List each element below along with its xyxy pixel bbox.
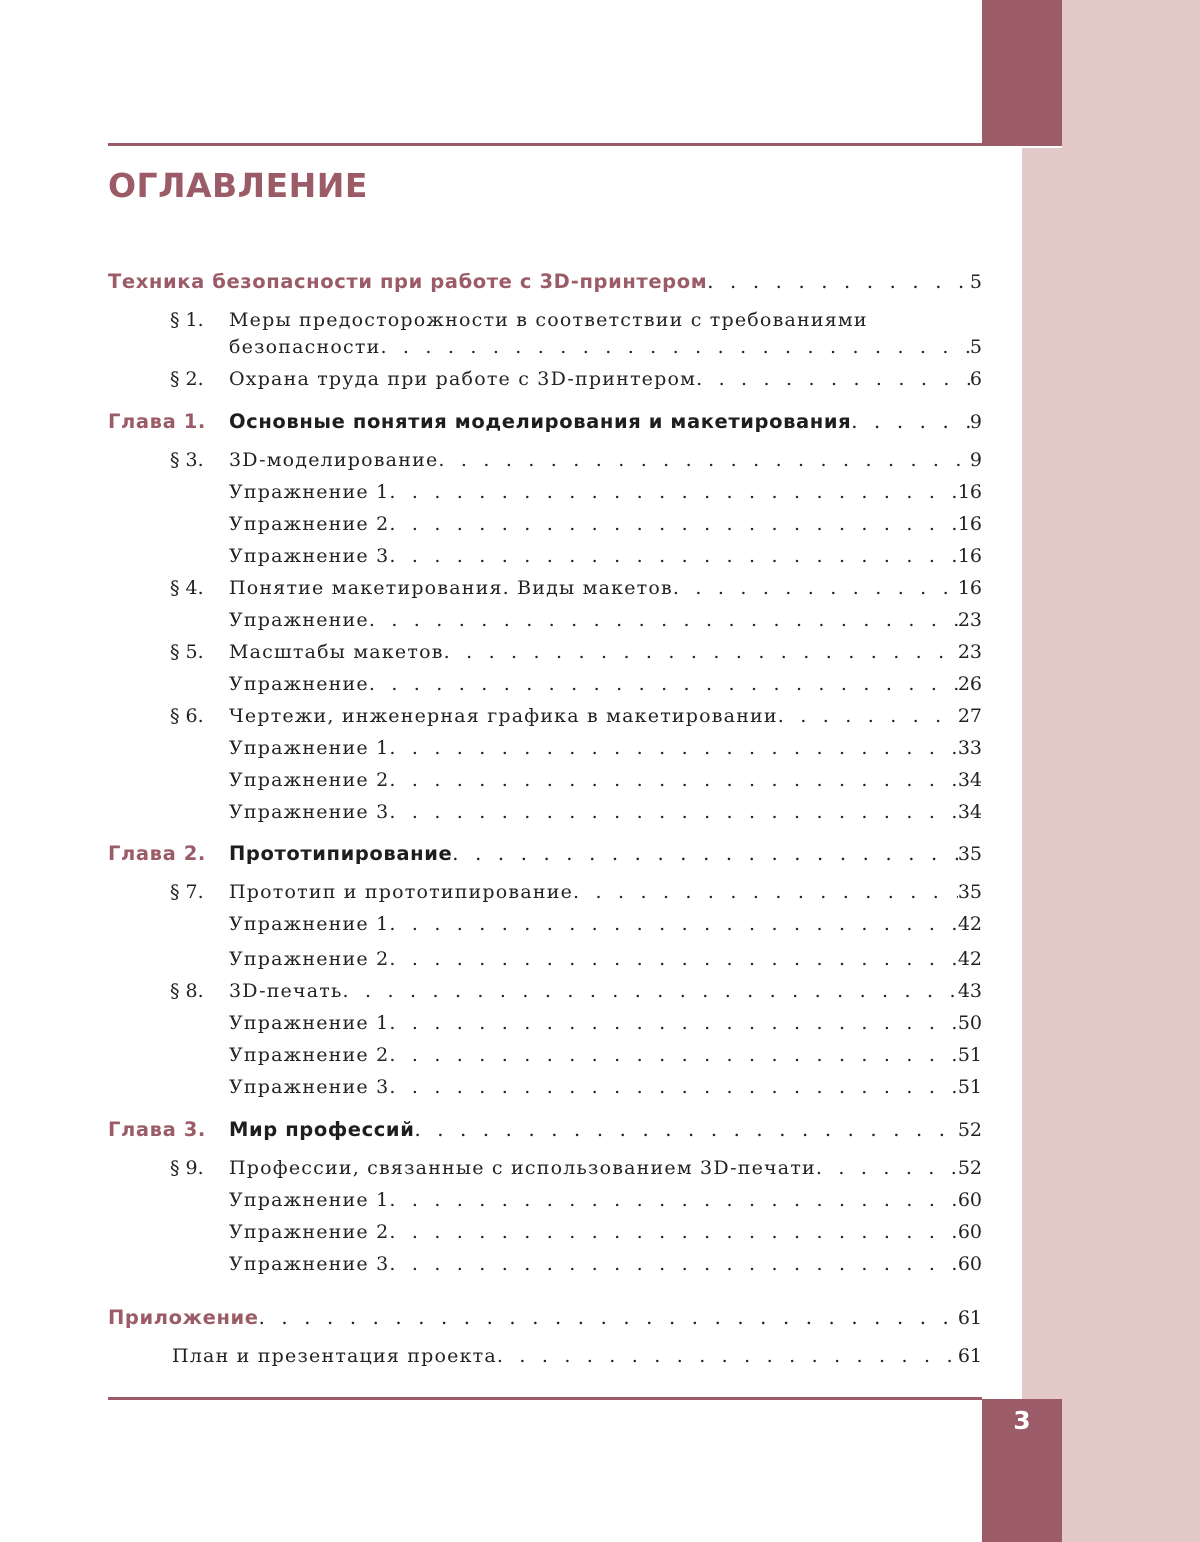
toc-entry-title: Упражнение 1: [229, 913, 390, 935]
dot-leader: [389, 540, 957, 572]
toc-entry-section-9[interactable]: [229, 1152, 982, 1184]
toc-entry-page: 35: [957, 881, 982, 903]
toc-entry-section-1[interactable]: [229, 331, 982, 363]
toc-entry-page: 5: [969, 336, 982, 358]
toc-entry-title: Упражнение 2: [229, 769, 390, 791]
decorative-band: [1062, 0, 1200, 148]
toc-entry-exercise[interactable]: [229, 1184, 982, 1216]
page-number: 3: [1013, 1405, 1031, 1435]
toc-entry-page: 61: [957, 1345, 982, 1367]
toc-entry-section-7[interactable]: [229, 876, 982, 908]
toc-entry-exercise[interactable]: [229, 943, 982, 975]
toc-entry-title: Прототип и прототипирование: [229, 881, 574, 903]
dot-leader: [259, 1302, 958, 1334]
toc-entry-exercise[interactable]: [229, 604, 982, 636]
toc-entry-page: 5: [969, 271, 982, 293]
toc-entry-title: Упражнение 3: [229, 1253, 390, 1275]
toc-entry-title: Охрана труда при работе с 3D-принтером: [229, 368, 697, 390]
dot-leader: [414, 1114, 957, 1146]
dot-leader: [389, 1039, 957, 1071]
dot-leader: [573, 876, 958, 908]
toc-entry-title: Упражнение 1: [229, 481, 390, 503]
toc-entry-page: 27: [957, 705, 982, 727]
dot-leader: [389, 1248, 957, 1280]
toc-entry-page: 60: [957, 1189, 982, 1211]
toc-entry-title: Понятие макетирования. Виды макетов: [229, 577, 673, 599]
dot-leader: [343, 975, 958, 1007]
top-divider: [108, 143, 982, 146]
section-number: § 1.: [170, 309, 204, 331]
toc-entry-title: Упражнение 3: [229, 545, 390, 567]
toc-entry-safety[interactable]: [108, 266, 982, 298]
toc-entry-title: Мир профессий: [229, 1118, 415, 1141]
toc-entry-title: Прототипирование: [229, 842, 453, 865]
chapter-label: Глава 2.: [108, 842, 206, 865]
toc-entry-title: Приложение: [108, 1306, 259, 1329]
dot-leader: [389, 476, 957, 508]
toc-entry-section-2[interactable]: [229, 363, 982, 395]
toc-entry-title: Масштабы макетов: [229, 641, 444, 663]
toc-entry-page: 60: [957, 1253, 982, 1275]
toc-entry-page: 16: [957, 545, 982, 567]
dot-leader: [389, 796, 957, 828]
toc-entry-title: Профессии, связанные с использованием 3D-печати: [229, 1157, 816, 1179]
toc-entry-title: Упражнение 1: [229, 1189, 390, 1211]
chapter-label: Глава 1.: [108, 410, 206, 433]
toc-entry-page: 9: [969, 449, 982, 471]
toc-entry-chapter-1[interactable]: [229, 406, 982, 438]
toc-entry-chapter-2[interactable]: [229, 838, 982, 870]
toc-entry-page: 51: [957, 1044, 982, 1066]
toc-entry-page: 16: [957, 481, 982, 503]
toc-entry-section-8[interactable]: [229, 975, 982, 1007]
dot-leader: [380, 331, 969, 363]
toc-entry-title: Упражнение 3: [229, 1076, 390, 1098]
bottom-divider: [108, 1397, 982, 1400]
toc-entry-page: 26: [957, 673, 982, 695]
toc-entry-exercise[interactable]: [229, 1039, 982, 1071]
section-number: § 9.: [170, 1157, 204, 1179]
toc-entry-page: 16: [957, 513, 982, 535]
toc-entry-exercise[interactable]: [229, 1216, 982, 1248]
toc-entry-title: Упражнение 2: [229, 1221, 390, 1243]
toc-entry-page: 23: [957, 641, 982, 663]
toc-entry-exercise[interactable]: [229, 1071, 982, 1103]
toc-entry-page: 52: [957, 1119, 982, 1141]
toc-entry-exercise[interactable]: [229, 796, 982, 828]
toc-entry-page: 6: [969, 368, 982, 390]
toc-entry-title: Основные понятия моделирования и макетирования: [229, 410, 852, 433]
dot-leader: [389, 732, 957, 764]
section-number: § 2.: [170, 368, 204, 390]
toc-entry-title: Упражнение: [229, 609, 369, 631]
toc-entry-chapter-3[interactable]: [229, 1114, 982, 1146]
toc-entry-exercise[interactable]: [229, 508, 982, 540]
toc-entry-page: 23: [957, 609, 982, 631]
dot-leader: [816, 1152, 958, 1184]
toc-entry-title: 3D-печать: [229, 980, 343, 1002]
toc-entry-page: 60: [957, 1221, 982, 1243]
toc-entry-page: 42: [957, 913, 982, 935]
toc-entry-page: 61: [957, 1307, 982, 1329]
toc-entry-exercise[interactable]: [229, 732, 982, 764]
dot-leader: [389, 764, 957, 796]
decorative-band: [1022, 148, 1200, 1542]
page-title: ОГЛАВЛЕНИЕ: [108, 166, 368, 205]
dot-leader: [851, 406, 970, 438]
dot-leader: [389, 1184, 957, 1216]
toc-entry-page: 9: [969, 411, 982, 433]
toc-entry-page: 50: [957, 1012, 982, 1034]
toc-entry-page: 33: [957, 737, 982, 759]
dot-leader: [389, 908, 957, 940]
toc-entry-exercise[interactable]: [229, 540, 982, 572]
dot-leader: [389, 1071, 957, 1103]
dot-leader: [497, 1340, 958, 1372]
toc-entry-exercise[interactable]: [229, 476, 982, 508]
toc-entry-page: 52: [957, 1157, 982, 1179]
toc-entry-title: Техника безопасности при работе с 3D-принтером: [108, 270, 708, 293]
toc-entry-section-6[interactable]: [229, 700, 982, 732]
dot-leader: [452, 838, 958, 870]
dot-leader: [673, 572, 958, 604]
toc-entry-title: Упражнение 2: [229, 1044, 390, 1066]
toc-entry-exercise[interactable]: [229, 1007, 982, 1039]
dot-leader: [778, 700, 958, 732]
dot-leader: [696, 363, 970, 395]
section-number: § 3.: [170, 449, 204, 471]
toc-entry-title: Упражнение 1: [229, 737, 390, 759]
toc-entry-title: Упражнение 3: [229, 801, 390, 823]
toc-entry-appendix-item[interactable]: [172, 1340, 982, 1372]
toc-entry-appendix[interactable]: [108, 1302, 982, 1334]
toc-entry-section-3[interactable]: [229, 444, 982, 476]
toc-entry-title: Упражнение 2: [229, 948, 390, 970]
dot-leader: [369, 604, 958, 636]
toc-entry-page: 35: [957, 843, 982, 865]
dot-leader: [369, 668, 958, 700]
dot-leader: [389, 508, 957, 540]
toc-entry-title: 3D-моделирование: [229, 449, 439, 471]
decorative-band-top: [982, 0, 1062, 146]
section-number: § 8.: [170, 980, 204, 1002]
toc-entry-page: 34: [957, 769, 982, 791]
toc-entry-page: 43: [957, 980, 982, 1002]
toc-entry-exercise[interactable]: [229, 1248, 982, 1280]
dot-leader: [707, 266, 970, 298]
dot-leader: [438, 444, 970, 476]
toc-entry-title: Чертежи, инженерная графика в макетировании: [229, 705, 778, 727]
section-number: § 5.: [170, 641, 204, 663]
toc-entry-section-5[interactable]: [229, 636, 982, 668]
dot-leader: [389, 943, 957, 975]
toc-entry-exercise[interactable]: [229, 908, 982, 940]
toc-entry-title[interactable]: Меры предосторожности в соответствии с требованиями: [229, 309, 868, 331]
toc-entry-exercise[interactable]: [229, 764, 982, 796]
toc-entry-title: безопасности: [229, 336, 381, 358]
section-number: § 7.: [170, 881, 204, 903]
toc-entry-exercise[interactable]: [229, 668, 982, 700]
section-number: § 4.: [170, 577, 204, 599]
toc-entry-title: Упражнение 1: [229, 1012, 390, 1034]
toc-entry-page: 42: [957, 948, 982, 970]
toc-entry-title: Упражнение: [229, 673, 369, 695]
dot-leader: [444, 636, 958, 668]
dot-leader: [389, 1216, 957, 1248]
toc-entry-section-4[interactable]: [229, 572, 982, 604]
chapter-label: Глава 3.: [108, 1118, 206, 1141]
dot-leader: [389, 1007, 957, 1039]
toc-entry-page: 51: [957, 1076, 982, 1098]
toc-entry-title: План и презентация проекта: [172, 1345, 497, 1367]
toc-entry-page: 34: [957, 801, 982, 823]
toc-entry-page: 16: [957, 577, 982, 599]
toc-entry-title: Упражнение 2: [229, 513, 390, 535]
section-number: § 6.: [170, 705, 204, 727]
